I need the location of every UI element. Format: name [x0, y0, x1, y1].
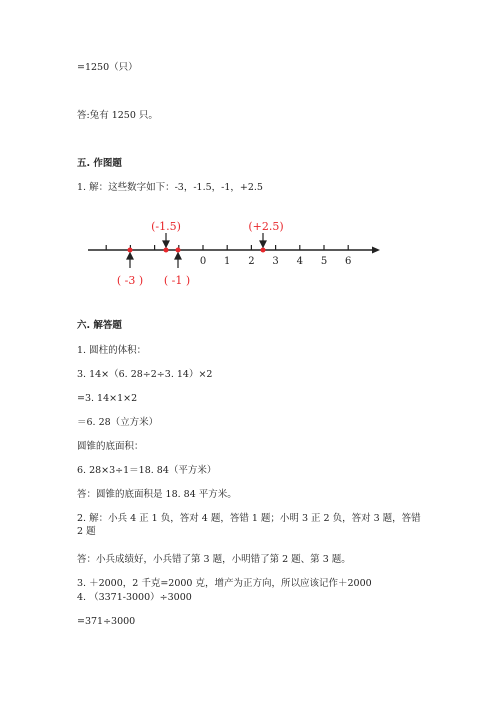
- answer-line: 答：小兵成绩好，小兵错了第 3 题，小明错了第 2 题、第 3 题。: [77, 554, 351, 565]
- arrow-up-neg1: [175, 253, 181, 268]
- solution-line: 4. （3371-3000）÷3000: [77, 592, 192, 603]
- axis-tick-label: 6: [345, 256, 352, 267]
- solution-line: 圆锥的底面积：: [77, 441, 144, 452]
- solution-line: ＝6. 28（立方米）: [77, 417, 159, 428]
- label-neg1-5: (-1.5): [151, 220, 181, 233]
- axis-arrowhead: [372, 247, 380, 254]
- label-neg3: ( -3 ): [116, 274, 144, 287]
- axis-tick-label: 1: [224, 256, 231, 267]
- solution-line: =3. 14×1×2: [77, 393, 138, 404]
- label-pos2-5: (+2.5): [248, 220, 284, 233]
- solution-line: 6. 28×3÷1＝18. 84（平方米）: [77, 465, 217, 476]
- arrow-down-neg1-5: [163, 233, 169, 247]
- solution-line: =371÷3000: [77, 616, 136, 627]
- axis-tick-labels: [200, 256, 352, 267]
- label-neg1: ( -1 ): [163, 274, 191, 287]
- solution-line: 2. 解：小兵 4 正 1 负，答对 4 题，答错 1 题；小明 3 正 2 负，答对 3 题，答错 2 题: [77, 513, 421, 537]
- axis-tick-label: 2: [248, 256, 255, 267]
- axis-tick-label: 5: [320, 256, 328, 267]
- axis-tick-label: 0: [199, 256, 207, 267]
- arrow-up-neg3: [127, 253, 133, 268]
- result-line: =1250（只）: [77, 62, 138, 73]
- solution-line: 1. 圆柱的体积：: [77, 345, 147, 356]
- arrow-down-pos2-5: [260, 233, 266, 247]
- axis-tick-label: 3: [272, 256, 279, 267]
- section-heading-5: 五. 作图题: [77, 158, 122, 169]
- solution-line: 3. 14×（6. 28÷2÷3. 14）×2: [77, 369, 213, 380]
- solution-line: 1. 解：这些数字如下：-3，-1.5，-1，+2.5: [77, 182, 263, 193]
- section-heading-6: 六. 解答题: [77, 320, 122, 331]
- answer-line: 答：圆锥的底面积是 18. 84 平方米。: [77, 489, 237, 500]
- solution-line: 3. ＋2000，2 千克=2000 克，增产为正方向，所以应该记作＋2000: [77, 578, 372, 589]
- axis-tick-label: 4: [296, 256, 303, 267]
- answer-line: 答:兔有 1250 只。: [77, 110, 158, 121]
